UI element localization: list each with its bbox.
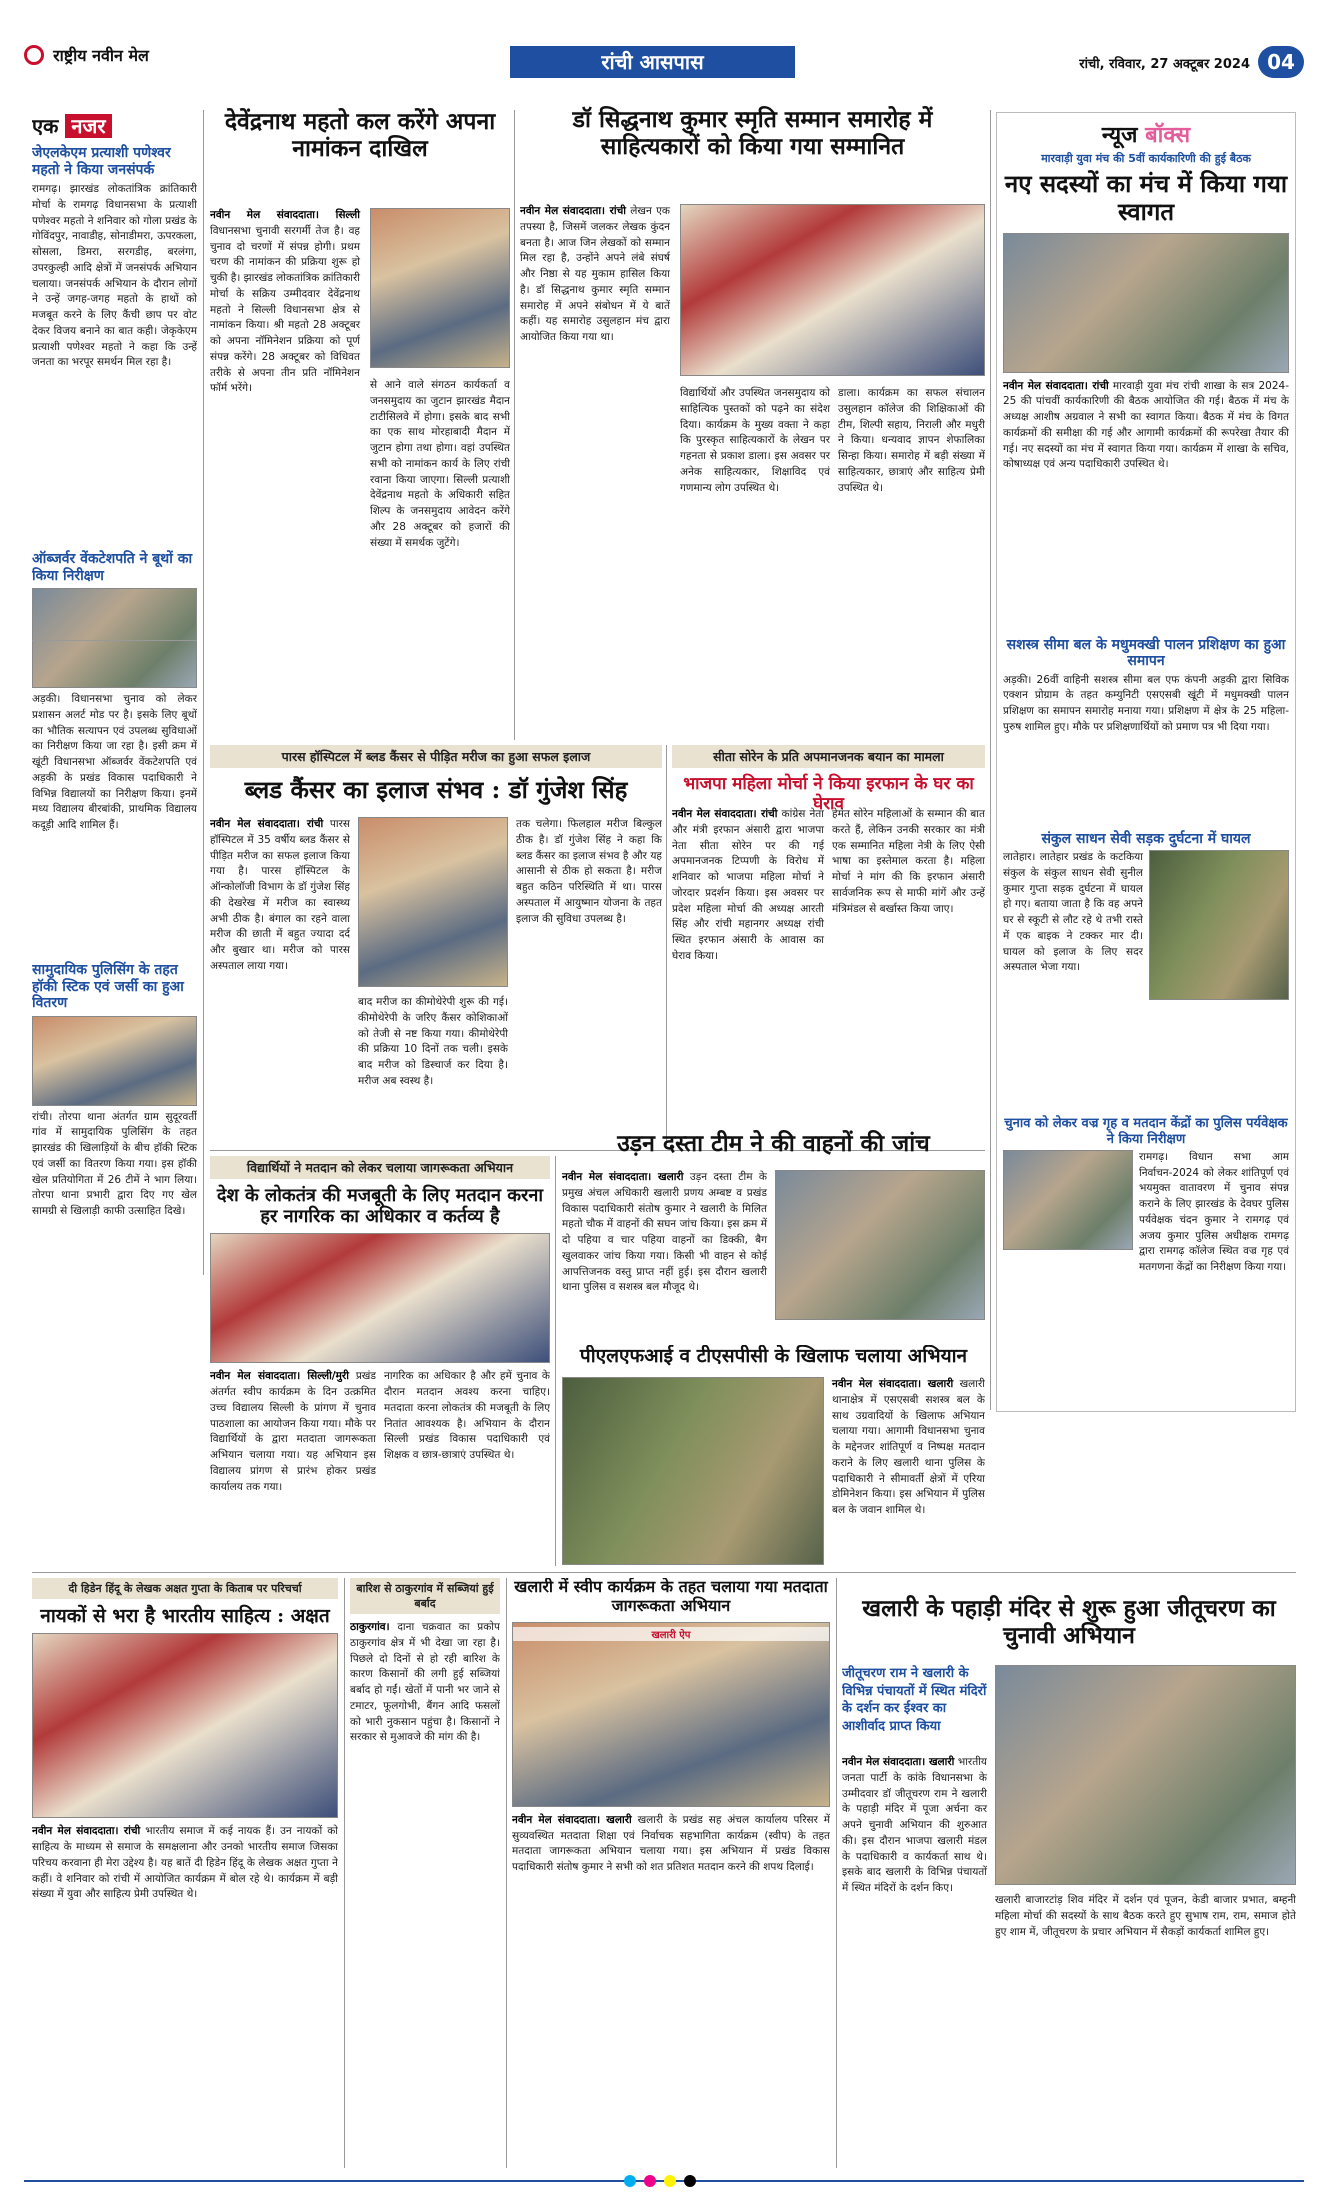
siddhnath-body-2: विद्यार्थियों और उपस्थित जनसमुदाय को साहित्यिक पुस्तकों को पढ़ने का संदेश दिया। कार्यक्रम के मुख्य वक्ता ने कहा कि पुरस्कृत साहित्यकारों के लेखन पर गहनता से प्रकाश डाला। इस अवसर पर अनेक साहित्यकार, शिक्षाविद एवं गणमान्य लोग उपस्थित थे। [680, 387, 830, 494]
akshat-byline: नवीन मेल संवाददाता। रांची [32, 1825, 141, 1838]
sita-headline: भाजपा महिला मोर्चा ने किया इरफान के घर का घेराव [683, 774, 974, 815]
udan-body: उड़न दस्ता टीम के प्रमुख अंचल अधिकारी खलारी प्रणय अम्बष्ट व प्रखंड विकास पदाधिकारी संतोष कुमार ने खलारी के मिलित महतो चौक में वाहनों की सघन जांच किया। इस क्रम में दो पहिया व चार पहिया वाहनों का डिक्की, बैग खुलवाकर जांच किया गया। किसी भी वाहन से कोई आपत्तिजनक वस्तु प्राप्त नहीं हुई। इस दौरान खलारी थाना पुलिस व सशस्त्र बल मौजूद थे। [562, 1171, 767, 1294]
loktantra-body-1: प्रखंड अंतर्गत स्वीप कार्यक्रम के दिन उत्क्रमित उच्च विद्यालय सिल्ली के प्रांगण में चुनाव पाठशाला का आयोजन किया गया। मौके पर विद्यार्थियों के द्वारा मतदाता जागरूकता अभियान चलाया गया। यह अभियान इस विद्यालय प्रांगण से प्रारंभ होकर प्रखंड कार्यालय तक गया। [210, 1370, 376, 1493]
masthead [0, 0, 1325, 78]
jeetu-body-wrap [842, 1755, 987, 2168]
sita-body-1: कांग्रेस नेता और मंत्री इरफान अंसारी द्वारा भाजपा नेता सीता सोरेन पर की गई अपमानजनक टिप्पणी के विरोध में शनिवार को भाजपा महिला मोर्चा ने जोरदार प्रदर्शन किया। इस अवसर पर प्रदेश महिला मोर्चा की अध्यक्ष आरती सिंह और रांची महानगर अध्यक्ष रांची स्थित इरफान अंसारी के आवास का घेराव किया। [672, 808, 824, 962]
loktantra-headline: देश के लोकतंत्र की मजबूती के लिए मतदान करना हर नागरिक का अधिकार व कर्तव्य है [216, 1185, 544, 1228]
devendranath-photo [370, 208, 510, 368]
akshat-article [32, 1578, 338, 2168]
news-box-photo [1003, 233, 1289, 373]
ek-nazar-label-a: एक [32, 114, 59, 138]
ek-nazar-label-b: नजर [65, 114, 111, 138]
column-rule [836, 1578, 837, 2168]
news-box-s4-row [1003, 1150, 1289, 1300]
pla-article [562, 1345, 985, 1565]
loktantra-photo [210, 1233, 550, 1363]
akshat-headline: नायकों से भरा है भारतीय साहित्य : अक्षत [40, 1605, 330, 1627]
brief-2-headline: ऑब्जर्वर वेंकटेशपति ने बूथों का किया निरीक्षण [32, 551, 193, 584]
brief-2-body: अड़की। विधानसभा चुनाव को लेकर प्रशासन अलर्ट मोड पर है। इसके लिए बूथों का भौतिक सत्यापन एवं उपलब्ध सुविधाओं का निरीक्षण किया जा रहा है। इसी क्रम में खूंटी विधानसभा ऑब्जर्वर वेंकटेशपति एवं अड़की के प्रखंड विकास पदाधिकारी ने विभिन्न विद्यालयों का निरीक्षण किया। इनमें मध्य विद्यालय बीरबांकी, प्राथमिक विद्यालय कदूड़ी आदि शामिल हैं। [32, 693, 197, 832]
brief-3-headline: सामुदायिक पुलिसिंग के तहत हॉकी स्टिक एवं जर्सी का हुआ वितरण [32, 962, 184, 1012]
news-box-headline: नए सदस्यों का मंच में किया गया स्वागत [1004, 169, 1288, 227]
baarish-body: दाना चक्रवात का प्रकोप ठाकुरगांव क्षेत्र में भी देखा जा रहा है। पिछले दो दिनों से हो रही बारिश के कारण किसानों की लगी हुई सब्जियां बर्बाद हो गईं। खेतों में पानी भर जाने से टमाटर, फूलगोभी, बैंगन आदि फसलों को भारी नुकसान पहुंचा है। किसानों ने सरकार से मुआवजे की मांग की है। [350, 1621, 500, 1744]
ek-nazar-column [32, 112, 197, 1277]
registration-bar [24, 2175, 1304, 2187]
loktantra-article [210, 1156, 550, 1566]
news-box-s4-body: रामगढ़। विधान सभा आम निर्वाचन-2024 को लेकर शांतिपूर्ण एवं भयमुक्त वातावरण में चुनाव संपन्न कराने के लिए झारखंड के देवघर पुलिस पर्यवेक्षक चंदन कुमार ने रामगढ़ एवं अजय कुमार पुलिस अधीक्षक रामगढ़ द्वारा रामगढ़ कॉलेज स्थित वज्र गृह एवं मतगणना केंद्रों का निरीक्षण किया गया। [1139, 1150, 1289, 1274]
news-box [996, 112, 1296, 1412]
page-number: 04 [1258, 46, 1304, 78]
udan-photo [775, 1170, 985, 1320]
column-rule [666, 745, 667, 1145]
news-box-body-wrap [1003, 379, 1289, 629]
sweep-photo [512, 1622, 830, 1807]
siddhnath-photo [680, 204, 985, 376]
news-box-s4-photo [1003, 1150, 1133, 1250]
jeetu-headline: खलारी के पहाड़ी मंदिर से शुरू हुआ जीतूचरण का चुनावी अभियान [862, 1595, 1276, 1650]
sita-byline: नवीन मेल संवाददाता। रांची [672, 808, 778, 820]
news-box-s3-headline: संकुल साधन सेवी सड़क दुर्घटना में घायल [1041, 830, 1251, 847]
pla-headline: पीएलएफआई व टीएसपीसी के खिलाफ चलाया अभियान [579, 1345, 968, 1367]
brief-1-headline: जेएलकेएम प्रत्याशी पणेश्वर महतो ने किया जनसंपर्क [32, 145, 171, 178]
udan-body-wrap [562, 1170, 767, 1330]
paras-headline: ब्लड कैंसर का इलाज संभव : डॉ गुंजेश सिंह [244, 775, 628, 804]
logo-mark-icon [24, 45, 44, 65]
udan-byline: नवीन मेल संवाददाता। खलारी [562, 1171, 684, 1183]
column-rule [344, 1578, 345, 2168]
brief-divider [32, 640, 197, 641]
jeetu-photo [995, 1665, 1296, 1885]
sweep-body-wrap [512, 1813, 830, 2143]
color-swatch-icon [664, 2175, 676, 2187]
sita-article [672, 745, 985, 1145]
devendranath-body-col1 [210, 208, 360, 738]
siddhnath-body-1: लेखन एक तपस्या है, जिसमें जलकर लेखक कुंदन बनता है। आज जिन लेखकों को सम्मान मिल रहा है, उन्होंने अपने लंबे संघर्ष और निष्ठा से यह मुकाम हासिल किया है। डॉ सिद्धनाथ कुमार स्मृति सम्मान समारोह में अपने संबोधन में ये बातें कहीं। यह समारोह उसुलहान मंच द्वारा आयोजित किया गया था। [520, 205, 670, 343]
color-swatch-icon [624, 2175, 636, 2187]
paras-body-col1 [210, 817, 350, 1145]
siddhnath-headline: डॉ सिद्धनाथ कुमार स्मृति सम्मान समारोह में साहित्यकारों को किया गया सम्मानित [572, 106, 933, 161]
news-box-label [1003, 119, 1289, 149]
baarish-byline: ठाकुरगांव। [350, 1621, 390, 1633]
jeetu-kicker: जीतूचरण राम ने खलारी के विभिन्न पंचायतों में स्थित मंदिरों के दर्शन कर ईश्वर का आशीर्वाद प्राप्त किया [842, 1666, 987, 1734]
news-box-s3-row [1003, 850, 1289, 1110]
sita-kicker: सीता सोरेन के प्रति अपमानजनक बयान का मामला [672, 745, 985, 768]
section-title: रांची आसपास [601, 50, 704, 74]
news-box-body: मारवाड़ी युवा मंच रांची शाखा के सत्र 2024-25 की पांचवीं कार्यकारिणी की बैठक आयोजित की गई। बैठक में मंच के अध्यक्ष आशीष अग्रवाल ने सभी का स्वागत किया। बैठक में मंच के विगत कार्यक्रमों की समीक्षा की गई और आगामी कार्यक्रमों की रूपरेखा तैयार की गई। नए सदस्यों का मंच में स्वागत किया गया। कार्यक्रम में शाखा के सचिव, कोषाध्यक्ष एवं अन्य पदाधिकारी उपस्थित थे। [1003, 379, 1289, 471]
paras-byline: नवीन मेल संवाददाता। रांची [210, 818, 324, 830]
column-rule [203, 110, 204, 1275]
section-rule [32, 1572, 1296, 1573]
section-banner [510, 46, 795, 78]
news-box-s3-body: लातेहार। लातेहार प्रखंड के कटकिया संकुल के संकुल साधन सेवी सुनील कुमार गुप्ता सड़क दुर्घटना में घायल हो गए। बताया जाता है कि वह अपने घर से स्कूटी से लौट रहे थे तभी रास्ते में एक बाइक ने टक्कर मार दी। घायल को इलाज के लिए सदर अस्पताल भेजा गया। [1003, 851, 1143, 974]
baarish-kicker: बारिश से ठाकुरगांव में सब्जियां हुई बर्बाद [350, 1578, 500, 1614]
news-box-s3-photo [1149, 850, 1289, 1000]
udan-article [562, 1130, 985, 1330]
akshat-photo [32, 1633, 338, 1818]
pla-photo [562, 1377, 824, 1565]
loktantra-body-row [210, 1369, 550, 1544]
loktantra-body-col1 [210, 1369, 376, 1544]
jeetu-body-2: खलारी बाजारटांड़ शिव मंदिर में दर्शन एवं पूजन, केडी बाजार प्रभात, बम्हनी महिला मोर्चा की सदस्यों के साथ बैठक करते हुए सुभाष राम, राम, समाज होते हुए शाम में, जीतूचरण के प्रचार अभियान में सैकड़ों कार्यकर्ता शामिल हुए। [995, 1894, 1296, 1938]
brand-name: राष्ट्रीय नवीन मेल [53, 46, 149, 65]
sweep-byline: नवीन मेल संवाददाता। खलारी [512, 1813, 632, 1826]
sweep-article [512, 1578, 830, 2168]
devendranath-headline: देवेंद्रनाथ महतो कल करेंगे अपना नामांकन दाखिल [224, 108, 496, 163]
brief-2-photo [32, 588, 197, 688]
baarish-body-wrap [350, 1620, 500, 2168]
devendranath-byline: नवीन मेल संवाददाता। सिल्ली [210, 209, 360, 221]
loktantra-body-2: नागरिक का अधिकार है और हमें चुनाव के दौरान मतदान अवश्य करना चाहिए। मतदाता करना लोकतंत्र की मजबूती के लिए नितांत आवश्यक है। अभियान के दौरान सिल्ली प्रखंड विकास पदाधिकारी एवं शिक्षक व छात्र-छात्राएं उपस्थित थे। [384, 1370, 550, 1462]
akshat-body-wrap [32, 1824, 338, 2164]
news-box-s4-headline: चुनाव को लेकर वज्र गृह व मतदान केंद्रों का पुलिस पर्यवेक्षक ने किया निरीक्षण [1004, 1116, 1288, 1147]
brief-3-body: रांची। तोरपा थाना अंतर्गत ग्राम सुदूरवर्ती गांव में सामुदायिक पुलिसिंग के तहत झारखंड की खिलाड़ियों के बीच हॉकी स्टिक एवं जर्सी का वितरण किया गया। इस हॉकी खेल प्रतियोगिता में 26 टीमें ने भाग लिया। तोरपा थाना प्रभारी द्वारा दिए गए खेल सामग्री से खिलाड़ी काफी उत्साहित दिखे। [32, 1110, 197, 1218]
paras-article [210, 745, 662, 1145]
sita-body-2: हेमंत सोरेन महिलाओं के सम्मान की बात करते हैं, लेकिन उनकी सरकार का मंत्री एक सम्मानित महिला नेत्री के लिए ऐसी भाषा का इस्तेमाल करता है। महिला मोर्चा ने मांग की कि इरफान अंसारी सार्वजनिक रूप से माफी मांगें और उन्हें मंत्रिमंडल से बर्खास्त किया जाए। [832, 808, 985, 915]
color-swatch-icon [644, 2175, 656, 2187]
jeetu-body: भारतीय जनता पार्टी के कांके विधानसभा के उम्मीदवार डॉ जीतूचरण राम ने खलारी के पहाड़ी मंदिर में पूजा अर्चना कर अपने चुनावी अभियान की शुरुआत की। इस दौरान भाजपा खलारी मंडल के पदाधिकारी व कार्यकर्ता साथ थे। इसके बाद खलारी के विभिन्न पंचायतों में स्थित मंदिरों के दर्शन किए। [842, 1756, 988, 1894]
paras-body-1: पारस हॉस्पिटल में 35 वर्षीय ब्लड कैंसर से पीड़ित मरीज का सफल इलाज किया गया है। पारस हॉस्पिटल के ऑन्कोलॉजी विभाग के डॉ गुंजेश सिंह की देखरेख में मरीज का स्वास्थ्य अभी ठीक है। बंगाल का रहने वाला मरीज की छाती में बहुत ज्यादा दर्द और बुखार था। मरीज को पारस अस्पताल लाया गया। [210, 818, 350, 972]
brief-1-body: रामगढ़। झारखंड लोकतांत्रिक क्रांतिकारी मोर्चा के रामगढ़ विधानसभा के प्रत्याशी पणेश्वर महतो ने शनिवार को गोला प्रखंड के गोविंदपुर, नावाडीह, सोनाडीमरा, ऊपरकला, सोसला, डिमरा, सरगडीह, बरलंगा, उपरकुल्ही आदि क्षेत्रों में जनसंपर्क अभियान चलाया। जनसंपर्क अभियान के दौरान लोगों ने उन्हें जगह-जगह महतो के हाथों को मजबूत करने के लिए कैंची छाप पर वोट देकर विजय बनाने का बात कही। जेकृकेएम प्रत्याशी पणेश्वर महतो ने कहा कि उन्हें जनता का भरपूर समर्थन मिल रहा है। [32, 183, 197, 369]
news-box-s2-headline: सशस्त्र सीमा बल के मधुमक्खी पालन प्रशिक्षण का हुआ समापन [1006, 636, 1286, 670]
news-box-kicker: मारवाड़ी युवा मंच की 5वीं कार्यकारिणी की हुई बैठक [1041, 152, 1251, 165]
brief-3-photo [32, 1016, 197, 1106]
brand-logo [24, 44, 224, 70]
news-box-label-a: न्यूज [1101, 122, 1138, 148]
news-box-s2-body: अड़की। 26वीं वाहिनी सशस्त्र सीमा बल एफ कंपनी अड़की द्वारा सिविक एक्शन प्रोग्राम के तहत कम्युनिटी एसएसबी खूंटी में मधुमक्खी पालन प्रशिक्षण का समापन समारोह मनाया गया। प्रशिक्षण में क्षेत्र के 25 महिला-पुरुष शामिल हुए। मौके पर प्रशिक्षणार्थियों को प्रमाण पत्र भी दिया गया। [1003, 673, 1289, 733]
column-rule [514, 110, 515, 740]
devendranath-body-1: विधानसभा चुनावी सरगर्मी तेज है। वह चुनाव दो चरणों में संपन्न होगी। प्रथम चरण की नामांकन की प्रक्रिया शुरू हो चुकी है। झारखंड लोकतांत्रिक क्रांतिकारी मोर्चा के सक्रिय उम्मीदवार देवेंद्रनाथ महतो ने सिल्ली विधानसभा क्षेत्र से नामांकन किया। श्री महतो 28 अक्टूबर को अपना नॉमिनेशन प्रक्रिया को पूर्ण संपन्न करेंगे। 28 अक्टूबर को विधिवत तरीके से अपना तीन प्रति नॉमिनेशन फॉर्म भरेंगे। [210, 224, 360, 395]
loktantra-byline: नवीन मेल संवाददाता। सिल्ली/मुरी [210, 1370, 349, 1383]
akshat-body: भारतीय समाज में कई नायक हैं। उन नायकों को साहित्य के माध्यम से समाज के समक्षलाना और उनको भारतीय समाज जिसका परिचय करवाना ही मेरा उद्देश्य है। यह बातें दी हिडेन हिंदू के लेखक अक्षत गुप्ता ने कहीं। वे शनिवार को रांची में आयोजित कार्यक्रम में बोल रहे थे। कार्यक्रम में बड़ी संख्या में युवा और साहित्य प्रेमी उपस्थित थे। [32, 1825, 338, 1901]
ek-nazar-label [32, 112, 197, 139]
sweep-body: खलारी के प्रखंड सह अंचल कार्यालय परिसर में सुव्यवस्थित मतदाता शिक्षा एवं निर्वाचक सहभागिता कार्यक्रम (स्वीप) के तहत मतदाता जागरूकता अभियान चलाया गया। इस अभियान में प्रखंड विकास पदाधिकारी संतोष कुमार ने सभी को शत प्रतिशत मतदान करने की शपथ दिलाई। [512, 1813, 830, 1873]
pla-body: खलारी थानाक्षेत्र में एसएसबी सशस्त्र बल के साथ उग्रवादियों के खिलाफ अभियान चलाया गया। आगामी विधानसभा चुनाव के मद्देनजर शांतिपूर्ण व निष्पक्ष मतदान कराने के लिए खलारी थाना पुलिस के पदाधिकारी ने सीमावर्ती क्षेत्रों में एरिया डोमिनेशन किया। इस अभियान में पुलिस बल के जवान शामिल थे। [832, 1378, 985, 1516]
siddhnath-body-3: डाला। कार्यक्रम का सफल संचालन उसुलहान कॉलेज की शिक्षिकाओं की टीम, शिल्पी सहाय, निराली और मधुरी ने किया। धन्यवाद ज्ञापन शेफालिका सिन्हा किया। समारोह में बड़ी संख्या में साहित्यकार, छात्राएं और साहित्य प्रेमी उपस्थित थे। [838, 387, 985, 494]
siddhnath-body-col1 [520, 204, 670, 624]
color-swatch-icon [684, 2175, 696, 2187]
jeetu-byline: नवीन मेल संवाददाता। खलारी [842, 1756, 955, 1768]
udan-headline: उड़न दस्ता टीम ने की वाहनों की जांच [617, 1130, 930, 1157]
sita-body-col1 [672, 807, 824, 1145]
loktantra-kicker: विद्यार्थियों ने मतदान को लेकर चलाया जागरूकता अभियान [210, 1156, 550, 1179]
pla-byline: नवीन मेल संवाददाता। खलारी [832, 1378, 954, 1390]
baarish-article [350, 1578, 500, 2168]
column-rule [555, 1156, 556, 1566]
siddhnath-article [520, 106, 985, 738]
paras-kicker: पारस हॉस्पिटल में ब्लड कैंसर से पीड़ित मरीज का हुआ सफल इलाज [210, 745, 662, 768]
paras-body-3: तक चलेगा। फिलहाल मरीज बिल्कुल ठीक है। डॉ गुंजेश सिंह ने कहा कि ब्लड कैंसर का इलाज संभव है और यह आसानी से ठीक हो सकता है। मरीज बहुत कठिन परिस्थिति में था। पारस अस्पताल में आयुष्मान योजना के तहत इलाज की सुविधा उपलब्ध है। [516, 818, 662, 925]
siddhnath-byline: नवीन मेल संवाददाता। रांची [520, 205, 627, 217]
pla-body-wrap [832, 1377, 985, 1565]
akshat-kicker: दी हिडेन हिंदू के लेखक अक्षत गुप्ता के किताब पर परिचर्चा [32, 1578, 338, 1599]
news-box-label-b: बॉक्स [1145, 122, 1191, 148]
column-rule [506, 1578, 507, 2168]
paras-doctor-photo [358, 817, 508, 987]
jeetu-article [842, 1595, 1296, 2168]
devendranath-body-2: से आने वाले संगठन कार्यकर्ता व जनसमुदाय का जुटान झारखंड मैदान टाटीसिलवे में होगा। इसके बाद सभी का एक साथ मोरहाबादी मैदान में जुटान होगा तथा होगा। वहां उपस्थित सभी को नामांकन कार्य के लिए रांची रवाना किया जाएगा। सिल्ली प्रत्याशी देवेंद्रनाथ महतो के अधिकारी सहित शिल्प के जनसमुदाय आवेदन करेंगे और 28 अक्टूबर को हजारों की संख्या में समर्थक जुटेंगे। [370, 379, 510, 549]
sweep-banner-text: खलारी ऐप [513, 1627, 829, 1641]
sweep-headline: खलारी में स्वीप कार्यक्रम के तहत चलाया गया मतदाता जागरूकता अभियान [514, 1578, 828, 1615]
paras-body-2: बाद मरीज का कीमोथेरेपी शुरू की गई। कीमोथेरेपी के जरिए कैंसर कोशिकाओं को तेजी से नष्ट किया गया। कीमोथेरेपी की प्रक्रिया 10 दिनों तक चली। इसके बाद मरीज को डिस्चार्ज कर दिया है। मरीज अब स्वस्थ है। [358, 996, 508, 1087]
news-box-byline: नवीन मेल संवाददाता। रांची [1003, 379, 1109, 392]
column-rule [990, 110, 991, 1410]
devendranath-article [210, 108, 510, 738]
date-line: रांची, रविवार, 27 अक्टूबर 2024 [1079, 57, 1250, 72]
